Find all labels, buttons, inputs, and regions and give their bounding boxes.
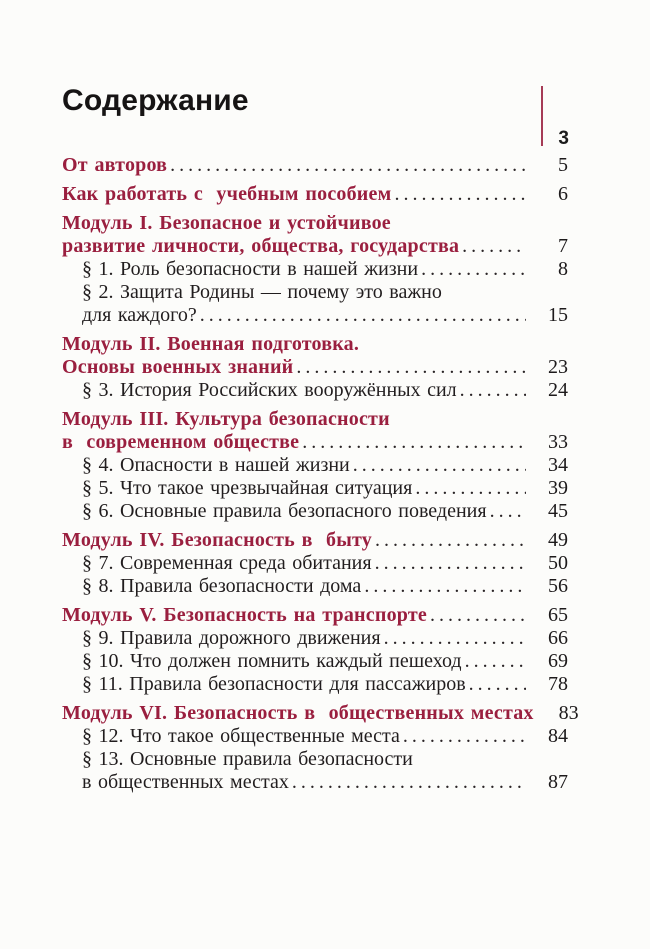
toc-page-ref: 87 xyxy=(548,771,568,793)
toc-entry-section xyxy=(62,379,568,402)
toc-entry-section xyxy=(62,725,568,748)
dot-leader xyxy=(469,673,526,696)
toc-entry-module xyxy=(62,702,579,725)
page-title: Содержание xyxy=(62,84,249,117)
toc-page-ref: 34 xyxy=(548,454,568,476)
toc-entry-section xyxy=(62,552,568,575)
toc-line xyxy=(62,552,568,575)
dot-leader xyxy=(364,575,526,598)
toc-entry-section xyxy=(62,454,568,477)
toc-line xyxy=(62,604,568,627)
toc-page-ref: 56 xyxy=(548,575,568,597)
toc-line xyxy=(62,258,568,281)
toc-line xyxy=(62,575,568,598)
toc-entry-text: Модуль VI. Безопасность в общественных местах xyxy=(62,702,534,724)
toc-entry-text: в общественных местах xyxy=(82,771,289,793)
toc-entry-module xyxy=(62,333,568,379)
toc-page-ref: 45 xyxy=(548,500,568,522)
toc-line xyxy=(62,379,568,402)
dot-leader xyxy=(394,183,526,206)
toc-entry-text: § 13. Основные правила безопасности xyxy=(82,748,413,770)
toc-entry-text: От авторов xyxy=(62,154,168,176)
toc-entry-text: в современном обществе xyxy=(62,431,300,453)
toc-line xyxy=(62,627,568,650)
toc-entry-text: § 9. Правила дорожного движения xyxy=(82,627,381,649)
toc-page-ref: 39 xyxy=(548,477,568,499)
page-number: 3 xyxy=(558,128,569,149)
dot-leader xyxy=(353,454,526,477)
dot-leader xyxy=(384,627,526,650)
toc-line xyxy=(62,673,568,696)
toc-page-ref: 24 xyxy=(548,379,568,401)
toc-entry-text: § 1. Роль безопасности в нашей жизни xyxy=(82,258,419,280)
toc-entry-text: Модуль V. Безопасность на транспорте xyxy=(62,604,427,626)
toc-page-ref: 7 xyxy=(558,235,568,257)
toc-page-ref: 49 xyxy=(548,529,568,551)
dot-leader xyxy=(421,258,526,281)
toc-entry-section xyxy=(62,281,568,327)
dot-leader xyxy=(200,304,526,327)
toc-entry-text: § 2. Защита Родины — почему это важно xyxy=(82,281,442,303)
toc-page-ref: 5 xyxy=(558,154,568,176)
toc-entry-module xyxy=(62,154,568,177)
dot-leader xyxy=(292,771,526,794)
toc-line xyxy=(62,529,568,552)
toc-line xyxy=(62,500,568,523)
toc-entry-module xyxy=(62,604,568,627)
toc-entry-section xyxy=(62,575,568,598)
toc-entry-text: § 10. Что должен помнить каждый пешеход xyxy=(82,650,462,672)
toc-line xyxy=(62,408,568,431)
toc-entry-text: § 8. Правила безопасности дома xyxy=(82,575,362,597)
toc-page-ref: 66 xyxy=(548,627,568,649)
book-page xyxy=(0,84,650,949)
dot-leader xyxy=(375,552,526,575)
toc-line xyxy=(62,281,568,304)
toc-page-ref: 6 xyxy=(558,183,568,205)
table-of-contents xyxy=(62,154,579,794)
dot-leader xyxy=(296,356,526,379)
toc-line xyxy=(62,183,568,206)
toc-entry-module xyxy=(62,212,568,258)
toc-line xyxy=(62,333,568,356)
toc-entry-section xyxy=(62,477,568,500)
toc-entry-text: для каждого? xyxy=(82,304,197,326)
toc-entry-text: § 6. Основные правила безопасного поведения xyxy=(82,500,487,522)
toc-line xyxy=(62,454,568,477)
toc-entry-text: § 4. Опасности в нашей жизни xyxy=(82,454,350,476)
toc-entry-text: Модуль III. Культура безопасности xyxy=(62,408,390,430)
toc-page-ref: 15 xyxy=(548,304,568,326)
toc-line xyxy=(62,356,568,379)
toc-entry-text: § 5. Что такое чрезвычайная ситуация xyxy=(82,477,413,499)
toc-page-ref: 69 xyxy=(548,650,568,672)
toc-page-ref: 84 xyxy=(548,725,568,747)
dot-leader xyxy=(465,650,526,673)
toc-page-ref: 78 xyxy=(548,673,568,695)
toc-page-ref: 50 xyxy=(548,552,568,574)
toc-entry-text: Как работать с учебным пособием xyxy=(62,183,392,205)
toc-entry-section xyxy=(62,650,568,673)
toc-page-ref: 83 xyxy=(558,702,579,724)
toc-entry-text: Модуль I. Безопасное и устойчивое xyxy=(62,212,391,234)
toc-entry-section xyxy=(62,500,568,523)
toc-entry-text: § 12. Что такое общественные места xyxy=(82,725,400,747)
toc-entry-section xyxy=(62,258,568,281)
dot-leader xyxy=(170,154,526,177)
toc-entry-module xyxy=(62,529,568,552)
toc-line xyxy=(62,702,579,725)
toc-page-ref: 23 xyxy=(548,356,568,378)
toc-entry-text: Модуль II. Военная подготовка. xyxy=(62,333,360,355)
toc-page-ref: 65 xyxy=(548,604,568,626)
toc-line xyxy=(62,477,568,500)
toc-entry-module xyxy=(62,408,568,454)
toc-line xyxy=(62,154,568,177)
toc-entry-text: § 11. Правила безопасности для пассажиров xyxy=(82,673,466,695)
toc-entry-module xyxy=(62,183,568,206)
dot-leader xyxy=(460,379,526,402)
page-content xyxy=(0,84,650,794)
toc-line xyxy=(62,235,568,258)
dot-leader xyxy=(403,725,526,748)
corner-rule xyxy=(541,86,543,146)
toc-entry-section xyxy=(62,748,568,794)
dot-leader xyxy=(430,604,526,627)
dot-leader xyxy=(415,477,526,500)
toc-entry-text: развитие личности, общества, государства xyxy=(62,235,460,257)
toc-entry-text: Модуль IV. Безопасность в быту xyxy=(62,529,372,551)
toc-line xyxy=(62,431,568,454)
toc-entry-section xyxy=(62,673,568,696)
toc-line xyxy=(62,212,568,235)
toc-line xyxy=(62,304,568,327)
dot-leader xyxy=(490,500,526,523)
toc-entry-text: § 7. Современная среда обитания xyxy=(82,552,372,574)
dot-leader xyxy=(375,529,526,552)
toc-line xyxy=(62,650,568,673)
dot-leader xyxy=(302,431,526,454)
toc-entry-text: Основы военных знаний xyxy=(62,356,294,378)
dot-leader xyxy=(462,235,526,258)
toc-entry-section xyxy=(62,627,568,650)
toc-line xyxy=(62,748,568,771)
toc-page-ref: 8 xyxy=(558,258,568,280)
toc-entry-text: § 3. История Российских вооружённых сил xyxy=(82,379,457,401)
toc-line xyxy=(62,771,568,794)
toc-line xyxy=(62,725,568,748)
toc-page-ref: 33 xyxy=(548,431,568,453)
